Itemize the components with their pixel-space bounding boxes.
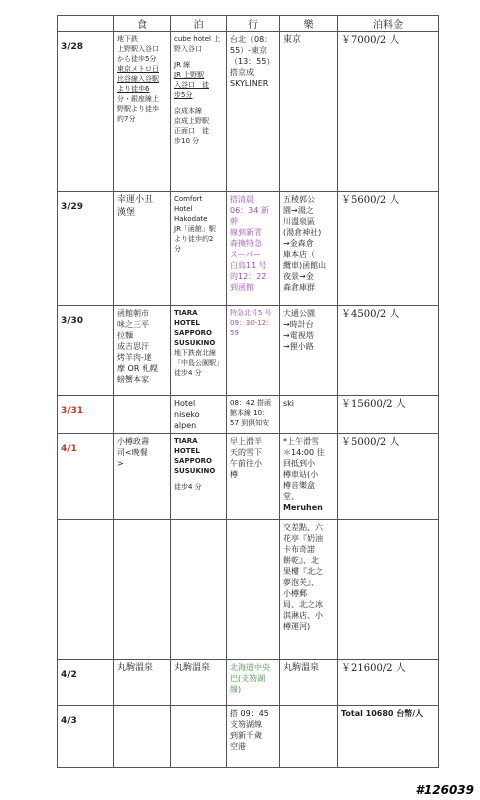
cell-fee: ￥21600/2 人: [338, 660, 439, 706]
cell-go: 搭清晨 06：34 新幹 線到新青 森換特急 スーパー 白鳥11 号 的12：22 到函館: [227, 192, 280, 306]
cell-play: 五稜郭公 園→湯之 川溫泉區 (湯倉神社) →金森倉 庫本店（ 纜車)函館山 夜景→金 森倉庫群: [280, 192, 338, 306]
cell-stay: TIARA HOTEL SAPPORO SUSUKINO 地下鉄南北線 「中島公園駅」 徒步4 分: [171, 306, 227, 396]
table-row: [58, 32, 439, 192]
header-food: 食: [114, 16, 171, 32]
cell-play: [280, 706, 338, 768]
cell-food: [114, 706, 171, 768]
cell-stay: [171, 706, 227, 768]
cell-go: 搭 09：45 支笏湖線 到新千歲 空港: [227, 706, 280, 768]
header-play: 樂: [280, 16, 338, 32]
cell-date: 4/2: [58, 660, 114, 706]
table-row: [58, 396, 439, 434]
cell-stay: 丸駒溫泉: [171, 660, 227, 706]
cell-fee: ￥5600/2 人: [338, 192, 439, 306]
itinerary-table: [57, 15, 439, 768]
table-row: [58, 706, 439, 768]
cell-date: 4/3: [58, 706, 114, 768]
cell-fee: ￥4500/2 人: [338, 306, 439, 396]
cell-fee: ￥15600/2 人: [338, 396, 439, 434]
cell-date: 3/28: [58, 32, 114, 192]
cell-play: 東京: [280, 32, 338, 192]
cell-fee: [338, 520, 439, 660]
cell-go: 特急北斗5 号 09：30-12：59: [227, 306, 280, 396]
header-row: [58, 16, 439, 32]
table-row: [58, 520, 439, 660]
cell-play: 交差點、六 花亭『奶油 卡布奇諾 餅乾』、北 果樓『北之 夢泡芙』、 小樽郵 局、北之冰 淇淋店、小 樽運河): [280, 520, 338, 660]
cell-stay: [171, 520, 227, 660]
cell-food: 地下鉄 上野駅入谷口 から徒歩5分 東京メトロ日 比谷線入谷駅 より徒歩6 分・銀座線上 野駅より徒歩 約7分: [114, 32, 171, 192]
cell-play: 大通公園 →時計台 →電視塔 →狸小路: [280, 306, 338, 396]
cell-stay: TIARA HOTEL SAPPORO SUSUKINO 徒步4 分: [171, 434, 227, 520]
cell-fee: ￥5000/2 人: [338, 434, 439, 520]
cell-food: 小樽政壽 司<晚餐 >: [114, 434, 171, 520]
table-row: [58, 434, 439, 520]
cell-food: 函館朝市 味之三平 拉麵 成吉思汗 烤羊肉-達 摩 OR 札幌 螃蟹本家: [114, 306, 171, 396]
table-row: [58, 660, 439, 706]
header-fee: 泊料金: [338, 16, 439, 32]
cell-play: ski: [280, 396, 338, 434]
cell-stay: Hotel niseko alpen: [171, 396, 227, 434]
cell-play: 丸駒溫泉: [280, 660, 338, 706]
header-stay: 泊: [171, 16, 227, 32]
cell-food: 幸運小丑 漢堡: [114, 192, 171, 306]
table-row: [58, 192, 439, 306]
cell-stay: Comfort Hotel Hakodate JR「函館」駅 より徒歩約2 分: [171, 192, 227, 306]
table-row: [58, 306, 439, 396]
cell-date: [58, 520, 114, 660]
cell-play: *上午滑雪 ＊14:00 往 回抵到小 樽車站(小 樽音樂盒 堂、 Meruhen: [280, 434, 338, 520]
watermark-id: #126039: [415, 783, 474, 797]
cell-go: 早上滑半 天的雪下 午前往小 樽: [227, 434, 280, 520]
cell-go: 台北（08： 55）-東京 （13：55） 搭京成 SKYLINER: [227, 32, 280, 192]
cell-date: 4/1: [58, 434, 114, 520]
cell-go: 08：42 搭函 館本線 10： 57 到俱知安: [227, 396, 280, 434]
cell-date: 3/30: [58, 306, 114, 396]
cell-go: [227, 520, 280, 660]
header-date: [58, 16, 114, 32]
cell-food: 丸駒溫泉: [114, 660, 171, 706]
cell-date: 3/29: [58, 192, 114, 306]
cell-food: [114, 396, 171, 434]
cell-food: [114, 520, 171, 660]
cell-stay: cube hotel 上 野入谷口 JR 線 JR 上野駅 入谷口 徒 步5分 京成本線 京成上野駅 正面口 徒 步10 分: [171, 32, 227, 192]
cell-fee: ￥7000/2 人: [338, 32, 439, 192]
header-go: 行: [227, 16, 280, 32]
cell-go: 北海道中央 巴(支笏湖 線): [227, 660, 280, 706]
cell-fee: Total 10680 台幣/人: [338, 706, 439, 768]
cell-date: 3/31: [58, 396, 114, 434]
